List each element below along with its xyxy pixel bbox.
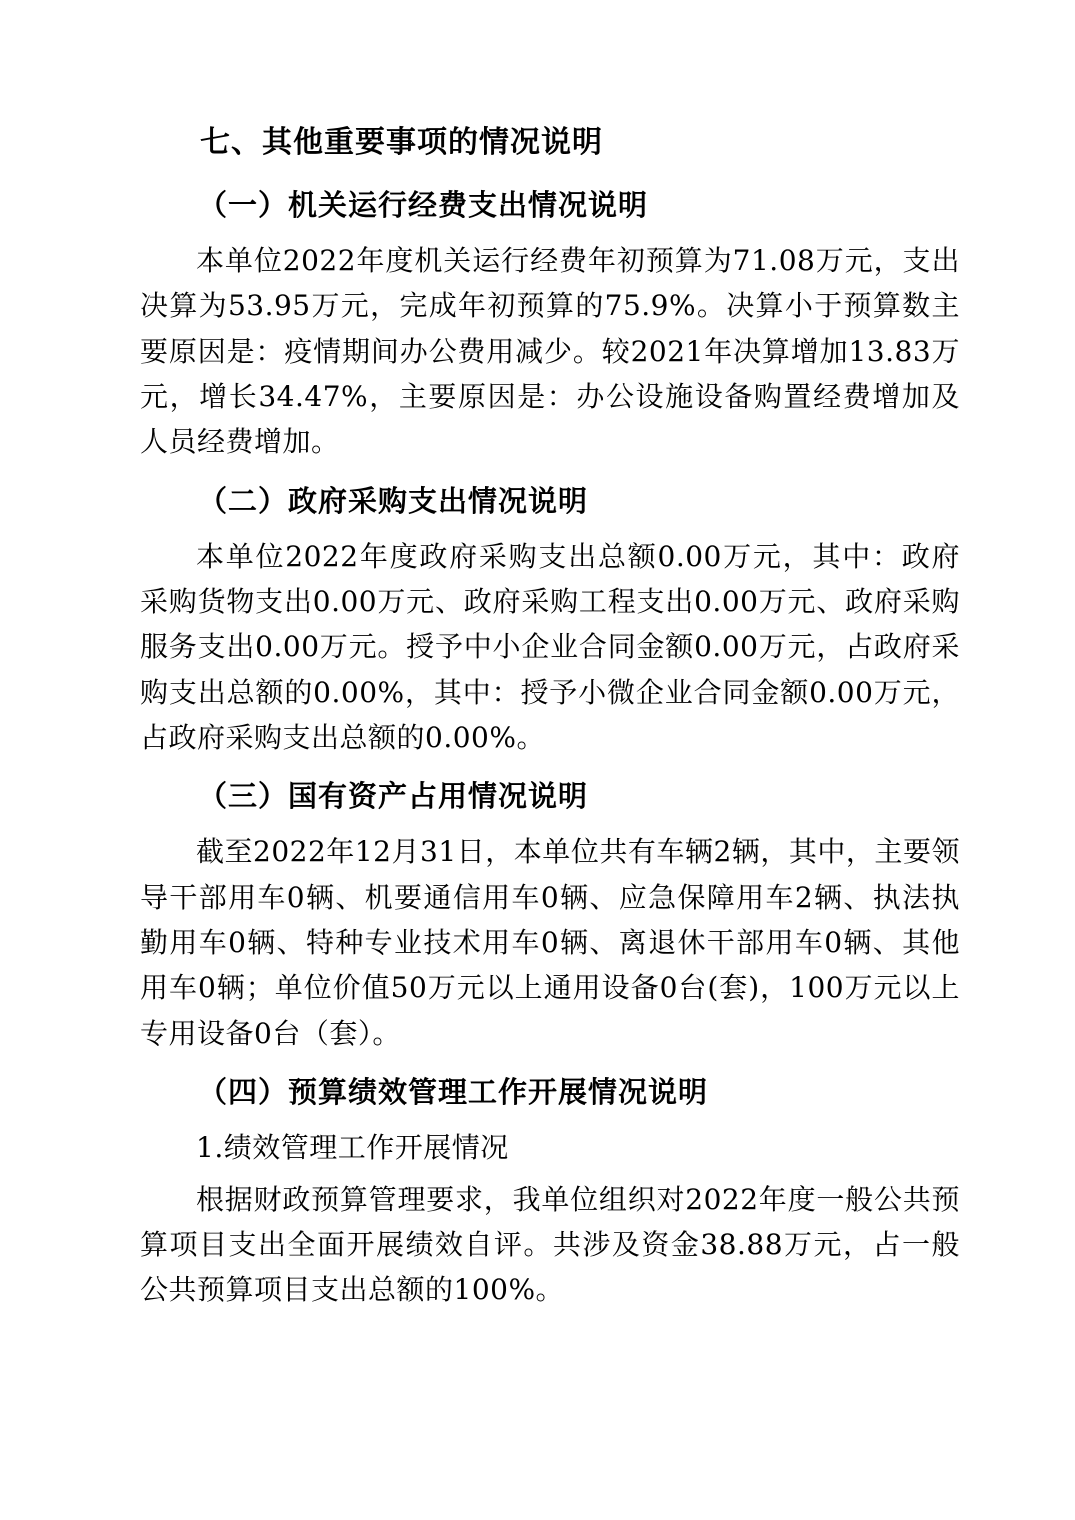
subsection-heading-two: （二）政府采购支出情况说明 [198,483,589,518]
paragraph-operating-expenses: 本单位2022年度机关运行经费年初预算为71.08万元，支出决算为53.95万元，完成年初预算的75.9%。决算小于预算数主要原因是：疫情期间办公费用减少。较2021年决算增加13.83万元，增长34.47%，主要原因是：办公设施设备购置经费增加及人员经费增加。 [140,243,960,459]
subsection-heading-three: （三）国有资产占用情况说明 [198,779,589,814]
paragraph-state-owned-assets: 截至2022年12月31日，本单位共有车辆2辆，其中，主要领导干部用车0辆、机要通信用车0辆、应急保障用车2辆、执法执勤用车0辆、特种专业技术用车0辆、离退休干部用车0辆、其他用车0辆；单位价值50万元以上通用设备0台(套)，100万元以上专用设备0台（套）。 [140,835,960,1050]
paragraph-government-procurement: 本单位2022年度政府采购支出总额0.00万元，其中：政府采购货物支出0.00万元、政府采购工程支出0.00万元、政府采购服务支出0.00万元。授予中小企业合同金额0.00万元，占政府采购支出总额的0.00%，其中：授予小微企业合同金额0.00万元，占政府采购支出总额的0.00%。 [140,539,960,755]
section-heading-seven: 七、其他重要事项的情况说明 [200,125,603,160]
paragraph-item-one-title: 1.绩效管理工作开展情况 [196,1131,509,1165]
document-body [140,120,960,1313]
subsection-heading-four: （四）预算绩效管理工作开展情况说明 [198,1075,709,1110]
paragraph-performance-management: 根据财政预算管理要求，我单位组织对2022年度一般公共预算项目支出全面开展绩效自评。共涉及资金38.88万元，占一般公共预算项目支出总额的100%。 [140,1182,960,1307]
subsection-heading-one: （一）机关运行经费支出情况说明 [198,188,649,222]
